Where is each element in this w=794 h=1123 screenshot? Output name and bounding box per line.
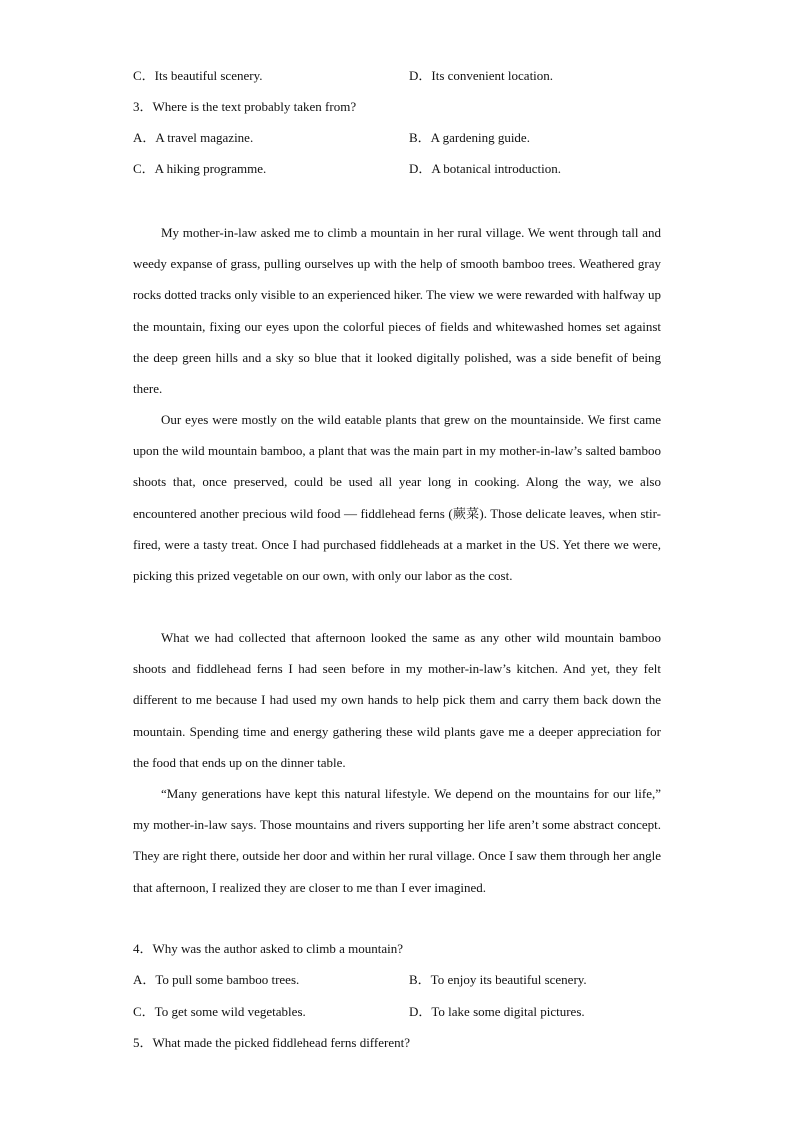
q4-option-b: B．To enjoy its beautiful scenery. bbox=[409, 972, 587, 987]
q3-option-d: D．A botanical introduction. bbox=[409, 161, 562, 176]
q4-option-c: C．To get some wild vegetables. bbox=[133, 1004, 306, 1019]
q4-stem: 4．Why was the author asked to climb a mountain? bbox=[133, 941, 404, 956]
q2-option-d: D．Its convenient location. bbox=[409, 68, 554, 83]
q3-option-b: B．A gardening guide. bbox=[409, 130, 530, 145]
q3-option-a: A．A travel magazine. bbox=[133, 130, 254, 145]
q4-option-d: D．To lake some digital pictures. bbox=[409, 1004, 585, 1019]
passage-paragraph-2: Our eyes were mostly on the wild eatable plants that grew on the mountainside. We first came upon the wild mountain bamboo, a plant that was the main part in my mother-in-law’s salted bamboo shoots that, once preserved, could be used all year long in cooking. Along the way, we also encountered another precious wild food — fiddlehead ferns (蕨菜). Those delicate leaves, when stir-fired, were a tasty treat. Once I had purchased fiddleheads at a market in the US. Yet there we were, picking this prized vegetable on our own, with only our labor as the cost. bbox=[133, 412, 661, 584]
q3-option-c: C．A hiking programme. bbox=[133, 161, 267, 176]
q5-stem: 5．What made the picked fiddlehead ferns different? bbox=[133, 1035, 410, 1050]
q2-option-c: C．Its beautiful scenery. bbox=[133, 68, 263, 83]
q4-option-a: A．To pull some bamboo trees. bbox=[133, 972, 300, 987]
passage-paragraph-3: What we had collected that afternoon looked the same as any other wild mountain bamboo shoots and fiddlehead ferns I had seen before in my mother-in-law’s kitchen. And yet, they felt different to me because I had used my own hands to help pick them and carry them back down the mountain. Spending time and energy gathering these wild plants gave me a deeper appreciation for the food that ends up on the dinner table. bbox=[133, 630, 661, 770]
passage-paragraph-1: My mother-in-law asked me to climb a mountain in her rural village. We went through tall and weedy expanse of grass, pulling ourselves up with the help of smooth bamboo trees. Weathered gray rocks dotted tracks only visible to an experienced hiker. The view we were rewarded with halfway up the mountain, fixing our eyes upon the colorful pieces of fields and whitewashed homes set against the deep green hills and a sky so blue that it looked digitally polished, was a side benefit of being there. bbox=[133, 225, 661, 397]
passage-paragraph-4: “Many generations have kept this natural lifestyle. We depend on the mountains for our life,” my mother-in-law says. Those mountains and rivers supporting her life aren’t some abstract concept. They are right there, outside her door and within her rural village. Once I saw them through her angle that afternoon, I realized they are closer to me than I ever imagined. bbox=[133, 786, 661, 895]
q3-stem: 3．Where is the text probably taken from? bbox=[133, 99, 357, 114]
